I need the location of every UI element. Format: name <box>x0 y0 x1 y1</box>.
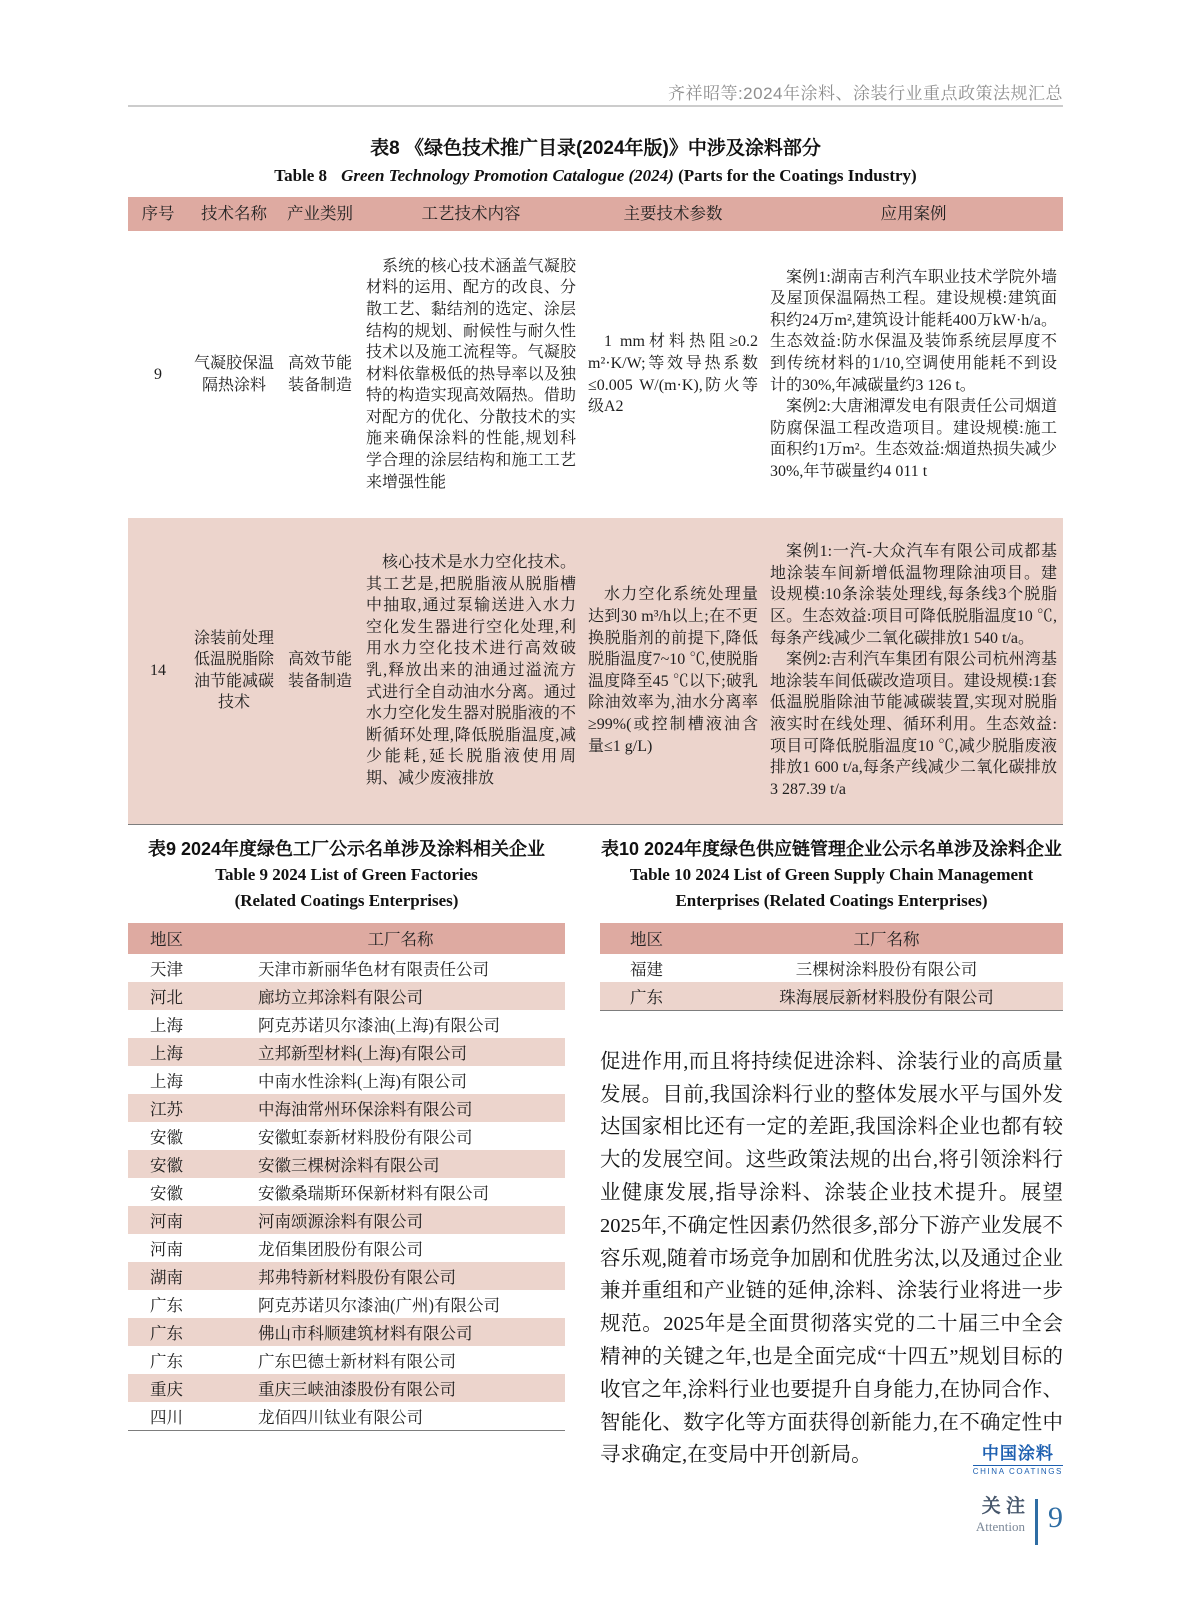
table10-caption-en-line1: Table 10 2024 List of Green Supply Chain Management <box>629 865 1034 885</box>
table10-section <box>600 836 1063 1011</box>
table-row <box>128 1178 565 1206</box>
category-cell: 高效节能装备制造 <box>287 651 352 690</box>
factory-cell: 天津市新丽华色材有限责任公司 <box>258 959 489 979</box>
table8-caption-en-suffix: (Parts for the Coatings Industry) <box>678 166 917 185</box>
table10-body <box>600 954 1063 1010</box>
table8-caption-en-title: Green Technology Promotion Catalogue (2024) <box>341 166 674 185</box>
table8 <box>128 197 1063 825</box>
serial-cell: 9 <box>154 365 162 383</box>
col-header-cases: 应用案例 <box>764 197 1063 231</box>
body-paragraph: 促进作用,而且将持续促进涂料、涂装行业的高质量发展。目前,我国涂料行业的整体发展水平与国外发达国家相比还有一定的差距,我国涂料企业也都有较大的发展空间。这些政策法规的出台,将引领涂料行业健康发展,指导涂料、涂装企业技术提升。展望2025年,不确定性因素仍然很多,部分下游产业发展不容乐观,随着市场竞争加剧和优胜劣汰,以及通过企业兼并重组和产业链的延伸,涂料、涂装行业将进一步规范。2025年是全面贯彻落实党的二十届三中全会精神的关键之年,也是全面完成“十四五”规划目标的收官之年,涂料行业也要提升自身能力,在协同合作、智能化、数字化等方面获得创新能力,在不确定性中寻求确定,在变局中开创新局。 <box>600 1050 1063 1467</box>
factory-cell: 佛山市科顺建筑材料有限公司 <box>258 1323 473 1343</box>
region-cell: 上海 <box>150 1071 183 1091</box>
table-row <box>128 1206 565 1234</box>
region-cell: 广东 <box>630 987 663 1007</box>
factory-cell: 珠海展辰新材料股份有限公司 <box>779 987 994 1007</box>
table10-header-row <box>600 923 1063 954</box>
table8-caption-zh: 表8 《绿色技术推广目录(2024年版)》中涉及涂料部分 <box>370 138 821 159</box>
table-row <box>128 954 565 982</box>
footer-section-zh: 关 注 <box>981 1496 1025 1517</box>
table-row <box>128 1122 565 1150</box>
table10-caption-zh: 表10 2024年度绿色供应链管理企业公示名单涉及涂料企业 <box>600 839 1063 859</box>
table-row <box>128 1066 565 1094</box>
region-cell: 广东 <box>150 1351 183 1371</box>
table-row <box>128 1010 565 1038</box>
category-cell: 高效节能装备制造 <box>287 354 352 394</box>
factory-cell: 阿克苏诺贝尔漆油(广州)有限公司 <box>258 1295 500 1315</box>
region-cell: 湖南 <box>150 1267 183 1287</box>
col-header-region: 地区 <box>630 931 663 950</box>
factory-cell: 中海油常州环保涂料有限公司 <box>258 1099 473 1119</box>
params-paragraph: 水力空化系统处理量达到30 m³/h以上;在不更换脱脂剂的前提下,降低脱脂温度7~10 ℃,使脱脂温度降至45 ℃以下;破乳除油效率为,油水分离率≥99%(或控制槽液油含量≤1 g/L) <box>588 586 758 755</box>
col-header-factory: 工厂名称 <box>853 931 920 950</box>
table9-header-row <box>128 923 565 954</box>
factory-cell: 廊坊立邦涂料有限公司 <box>258 987 423 1007</box>
factory-cell: 龙佰集团股份有限公司 <box>258 1239 423 1259</box>
col-header-params: 主要技术参数 <box>582 197 764 231</box>
table-row <box>128 1402 565 1430</box>
table10 <box>600 923 1063 1011</box>
table9-section <box>128 828 565 1472</box>
table-row <box>600 954 1063 982</box>
col-header-factory: 工厂名称 <box>367 931 434 950</box>
china-coatings-logo <box>967 1439 1063 1476</box>
table-row <box>128 1318 565 1346</box>
factory-cell: 安徽三棵树涂料有限公司 <box>258 1155 440 1175</box>
table-row <box>128 1038 565 1066</box>
table-row <box>128 1290 565 1318</box>
region-cell: 上海 <box>150 1015 183 1035</box>
table8-caption-en <box>128 166 1063 186</box>
factory-cell: 河南颂源涂料有限公司 <box>258 1211 423 1231</box>
factory-cell: 邦弗特新材料股份有限公司 <box>258 1267 456 1287</box>
table9-caption-en-line2: (Related Coatings Enterprises) <box>234 891 459 911</box>
footer-section-labels <box>976 1497 1025 1535</box>
page-footer <box>976 1497 1063 1545</box>
region-cell: 福建 <box>630 959 663 979</box>
table-row <box>128 1346 565 1374</box>
table10-caption-en-line2: Enterprises (Related Coatings Enterprises) <box>675 891 988 911</box>
region-cell: 安徽 <box>150 1183 183 1203</box>
region-cell: 河南 <box>150 1239 183 1259</box>
table8-section <box>128 133 1063 825</box>
head-rule <box>128 105 1063 107</box>
region-cell: 河北 <box>150 987 183 1007</box>
process-paragraph: 核心技术是水力空化技术。其工艺是,把脱脂液从脱脂槽中抽取,通过泵输送进入水力空化发生器进行空化处理,利用水力空化技术进行高效破乳,释放出来的油通过溢流方式进行全自动油水分离。通过水力空化发生器对脱脂液的不断循环处理,降低脱脂温度,减少能耗,延长脱脂液使用周期、减少废液排放 <box>366 553 576 787</box>
region-cell: 广东 <box>150 1295 183 1315</box>
process-paragraph: 系统的核心技术涵盖气凝胶材料的运用、配方的改良、分散工艺、黏结剂的选定、涂层结构的规划、耐候性与耐久性技术以及施工流程等。气凝胶材料依靠极低的热导率以及独特的构造实现高效隔热。借助对配方的优化、分散技术的实施来确保涂料的性能,规划科学合理的涂层结构和施工工艺来增强性能 <box>366 257 576 491</box>
cases-cell <box>764 518 1063 824</box>
table9 <box>128 923 565 1431</box>
col-header-region: 地区 <box>150 931 183 950</box>
region-cell: 安徽 <box>150 1127 183 1147</box>
region-cell: 天津 <box>150 959 183 979</box>
case-paragraph: 案例2:吉利汽车集团有限公司杭州湾基地涂装车间低碳改造项目。建设规模:1套低温脱脂除油节能减碳装置,实现对脱脂液实时在线处理、循环利用。生态效益:项目可降低脱脂温度10 ℃,减少脱脂废液排放1 600 t/a,每条产线减少二氧化碳排放3 287.39 t/a <box>770 651 1057 798</box>
tech-name-cell: 气凝胶保温隔热涂料 <box>194 354 275 394</box>
table9-body <box>128 954 565 1430</box>
conclusion-block <box>600 1046 1063 1477</box>
logo-en-text: CHINA COATINGS <box>972 1467 1063 1477</box>
region-cell: 江苏 <box>150 1099 183 1119</box>
factory-cell: 阿克苏诺贝尔漆油(上海)有限公司 <box>258 1015 500 1035</box>
table9-caption-en-line1: Table 9 2024 List of Green Factories <box>215 865 478 885</box>
params-cell <box>582 231 764 518</box>
case-paragraph: 案例2:大唐湘潭发电有限责任公司烟道防腐保温工程改造项目。建设规模:施工面积约1万m²。生态效益:烟道热损失减少30%,年节碳量约4 011 t <box>770 398 1057 480</box>
logo-zh-text: 中国涂料 <box>981 1444 1054 1464</box>
factory-cell: 中南水性涂料(上海)有限公司 <box>258 1071 467 1091</box>
factory-cell: 安徽虹泰新材料股份有限公司 <box>258 1127 473 1147</box>
table-row <box>600 982 1063 1010</box>
col-header-process: 工艺技术内容 <box>360 197 582 231</box>
case-paragraph: 案例1:一汽-大众汽车有限公司成都基地涂装车间新增低温物理除油项目。建设规模:10条涂装处理线,每条线3个脱脂区。生态效益:项目可降低脱脂温度10 ℃,每条产线减少二氧化碳排放1 540 t/a。 <box>770 543 1057 647</box>
region-cell: 河南 <box>150 1211 183 1231</box>
table-row <box>128 1374 565 1402</box>
cases-cell <box>764 231 1063 518</box>
process-cell <box>360 518 582 824</box>
factory-cell: 重庆三峡油漆股份有限公司 <box>258 1379 456 1399</box>
col-header-serial: 序号 <box>128 197 188 231</box>
region-cell: 重庆 <box>150 1379 183 1399</box>
region-cell: 广东 <box>150 1323 183 1343</box>
col-header-techname: 技术名称 <box>188 197 280 231</box>
case-paragraph: 案例1:湖南吉利汽车职业技术学院外墙及屋顶保温隔热工程。建设规模:建筑面积约24万m²,建筑设计能耗400万kW·h/a。生态效益:防水保温及装饰系统层厚度不到传统材料的1/10,空调使用能耗不到设计的30%,年减碳量约3 126 t。 <box>770 268 1057 394</box>
table8-header-row <box>128 197 1063 231</box>
factory-cell: 龙佰四川钛业有限公司 <box>258 1407 423 1427</box>
tech-name-cell: 涂装前处理低温脱脂除油节能减碳技术 <box>194 629 275 712</box>
running-head: 齐祥昭等:2024年涂料、涂装行业重点政策法规汇总 <box>667 84 1063 103</box>
region-cell: 四川 <box>150 1407 183 1427</box>
col-header-category: 产业类别 <box>280 197 360 231</box>
factory-cell: 立邦新型材料(上海)有限公司 <box>258 1043 467 1063</box>
factory-cell: 安徽桑瑞斯环保新材料有限公司 <box>258 1183 489 1203</box>
two-column-zone <box>128 828 1063 1477</box>
process-cell <box>360 231 582 518</box>
params-paragraph: 1 mm材料热阻≥0.2 m²·K/W;等效导热系数≤0.005 W/(m·K),防火等级A2 <box>588 333 758 416</box>
region-cell: 上海 <box>150 1043 183 1063</box>
table8-row <box>128 518 1063 824</box>
page-number: 9 <box>1048 1501 1063 1534</box>
serial-cell: 14 <box>150 661 166 679</box>
table-row <box>128 1150 565 1178</box>
footer-divider <box>1035 1499 1038 1545</box>
footer-section-en: Attention <box>975 1518 1025 1534</box>
right-column <box>600 828 1063 1477</box>
params-cell <box>582 518 764 824</box>
table-row <box>128 982 565 1010</box>
table8-row <box>128 231 1063 518</box>
factory-cell: 三棵树涂料股份有限公司 <box>795 959 978 979</box>
table-row <box>128 1262 565 1290</box>
factory-cell: 广东巴德士新材料有限公司 <box>258 1351 456 1371</box>
table-row <box>128 1234 565 1262</box>
table9-caption-zh: 表9 2024年度绿色工厂公示名单涉及涂料相关企业 <box>147 839 546 859</box>
table-row <box>128 1094 565 1122</box>
table8-caption-en-label: Table 8 <box>274 166 328 185</box>
region-cell: 安徽 <box>150 1155 183 1175</box>
